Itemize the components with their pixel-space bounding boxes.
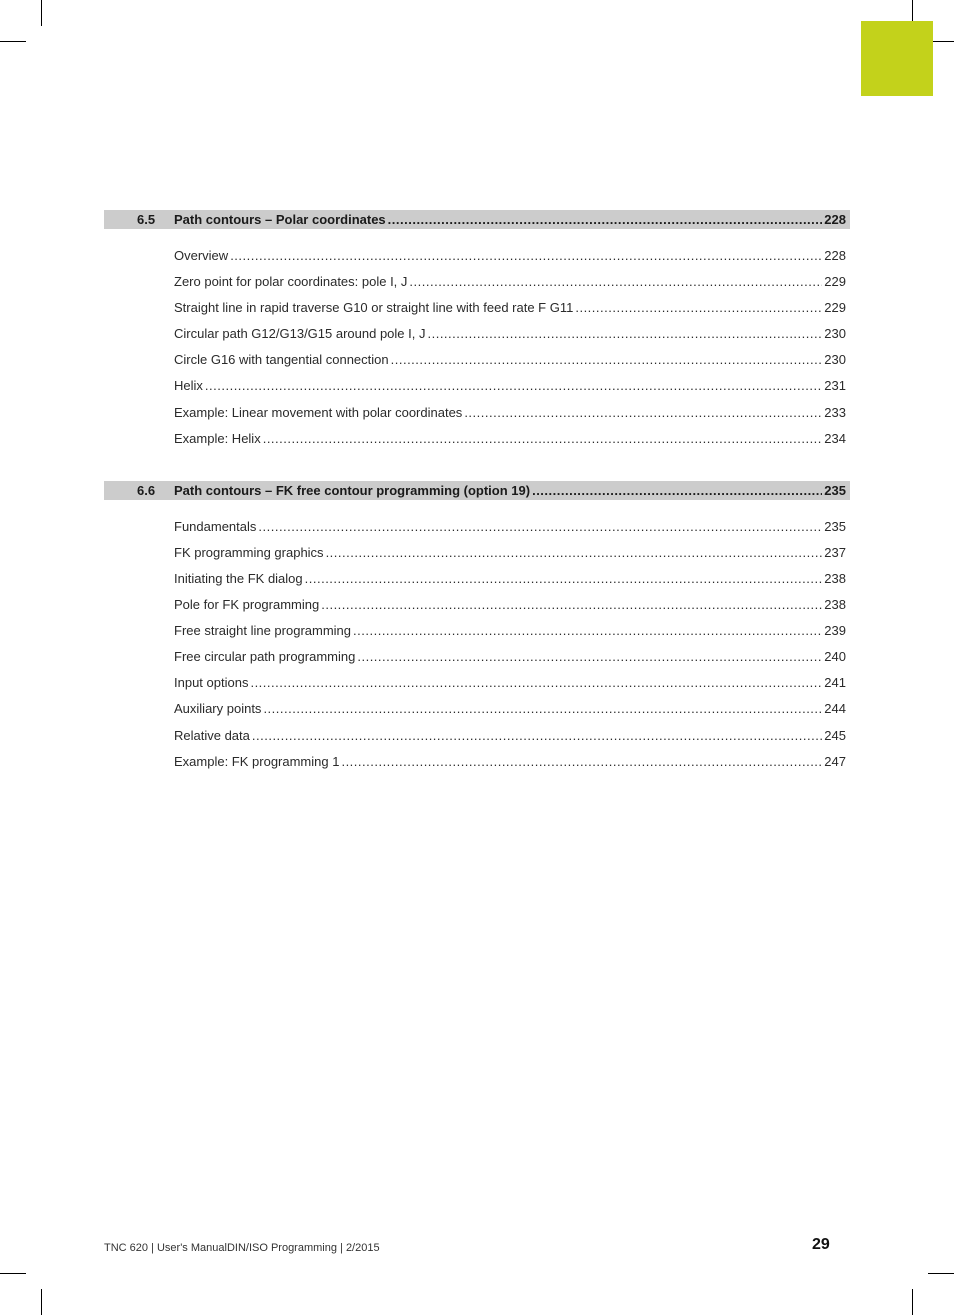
entry-title: Auxiliary points	[174, 701, 262, 717]
toc-entry[interactable]	[174, 727, 850, 753]
crop-mark	[912, 1289, 913, 1315]
section-page: 228	[824, 212, 846, 227]
entry-title: Circle G16 with tangential connection	[174, 352, 389, 368]
entry-title: Input options	[174, 675, 249, 691]
entry-page: 235	[824, 518, 846, 534]
toc-section	[104, 210, 850, 456]
toc-entry[interactable]	[174, 325, 850, 351]
entry-page: 247	[824, 753, 846, 769]
entry-title: Example: Linear movement with polar coordinates	[174, 404, 463, 420]
toc-entry[interactable]	[174, 648, 850, 674]
footer-text: TNC 620 | User's ManualDIN/ISO Programming | 2/2015	[104, 1242, 380, 1254]
entry-list	[104, 247, 850, 456]
entry-title: Example: FK programming 1	[174, 753, 340, 769]
dot-leader	[326, 544, 823, 561]
dot-leader	[341, 753, 822, 770]
table-of-contents	[104, 210, 850, 804]
entry-page: 241	[824, 675, 846, 691]
entry-title: Relative data	[174, 727, 250, 743]
dot-leader	[575, 299, 822, 316]
entry-title: Free straight line programming	[174, 623, 352, 639]
entry-page: 238	[824, 597, 846, 613]
dot-leader	[427, 325, 822, 342]
entry-title: Overview	[174, 248, 229, 263]
toc-entry[interactable]	[174, 377, 850, 403]
dot-leader	[263, 700, 822, 717]
entry-page: 240	[824, 649, 846, 665]
crop-mark	[0, 41, 26, 42]
dot-leader	[305, 570, 823, 587]
toc-entry[interactable]	[174, 544, 850, 570]
dot-leader	[230, 247, 822, 264]
entry-title: Zero point for polar coordinates: pole I, J	[174, 274, 408, 290]
dot-leader	[409, 273, 822, 290]
toc-entry[interactable]	[174, 273, 850, 299]
entry-list	[104, 518, 850, 779]
entry-title: FK programming graphics	[174, 544, 324, 560]
entry-page: 239	[824, 623, 846, 639]
toc-entry[interactable]	[174, 404, 850, 430]
toc-entry[interactable]	[174, 247, 850, 273]
entry-page: 245	[824, 727, 846, 743]
page-number: 29	[812, 1236, 830, 1253]
toc-entry[interactable]	[174, 570, 850, 596]
crop-mark	[41, 0, 42, 26]
dot-leader	[263, 430, 823, 447]
dot-leader	[388, 213, 823, 226]
entry-title: Initiating the FK dialog	[174, 570, 303, 586]
section-title: Path contours – FK free contour programming (option 19)	[174, 482, 531, 498]
entry-page: 238	[824, 570, 846, 586]
dot-leader	[532, 484, 822, 497]
entry-title: Free circular path programming	[174, 649, 356, 665]
section-number: 6.6	[137, 482, 156, 498]
crop-mark	[928, 1273, 954, 1274]
toc-entry[interactable]	[174, 700, 850, 726]
entry-page: 244	[824, 701, 846, 717]
toc-entry[interactable]	[174, 596, 850, 622]
section-header[interactable]	[104, 481, 850, 500]
toc-entry[interactable]	[174, 674, 850, 700]
entry-title: Circular path G12/G13/G15 around pole I, J	[174, 326, 426, 342]
dot-leader	[205, 377, 822, 394]
section-page: 235	[824, 482, 846, 498]
dot-leader	[250, 674, 822, 691]
dot-leader	[321, 596, 822, 613]
entry-page: 229	[824, 274, 846, 290]
entry-page: 234	[824, 430, 846, 446]
entry-page: 230	[824, 326, 846, 342]
entry-title: Fundamentals	[174, 518, 257, 534]
dot-leader	[252, 727, 822, 744]
entry-title: Example: Helix	[174, 430, 261, 446]
dot-leader	[353, 622, 822, 639]
entry-page: 230	[824, 352, 846, 368]
dot-leader	[357, 648, 822, 665]
toc-entry[interactable]	[174, 430, 850, 456]
entry-page: 231	[824, 378, 846, 394]
entry-page: 237	[824, 544, 846, 560]
section-header[interactable]	[104, 210, 850, 229]
entry-page: 233	[824, 404, 846, 420]
toc-entry[interactable]	[174, 622, 850, 648]
section-number: 6.5	[137, 212, 156, 227]
toc-entry[interactable]	[174, 753, 850, 779]
toc-entry[interactable]	[174, 518, 850, 544]
crop-mark	[41, 1289, 42, 1315]
dot-leader	[464, 404, 822, 421]
dot-leader	[391, 351, 823, 368]
entry-title: Helix	[174, 378, 203, 394]
toc-section	[104, 481, 850, 779]
section-title: Path contours – Polar coordinates	[174, 212, 386, 227]
entry-title: Pole for FK programming	[174, 597, 320, 613]
entry-page: 229	[824, 300, 846, 316]
toc-entry[interactable]	[174, 299, 850, 325]
chapter-accent-tab	[861, 21, 933, 96]
toc-entry[interactable]	[174, 351, 850, 377]
entry-page: 228	[824, 248, 846, 263]
entry-title: Straight line in rapid traverse G10 or straight line with feed rate F G11	[174, 300, 574, 316]
crop-mark	[0, 1273, 26, 1274]
dot-leader	[258, 518, 822, 535]
